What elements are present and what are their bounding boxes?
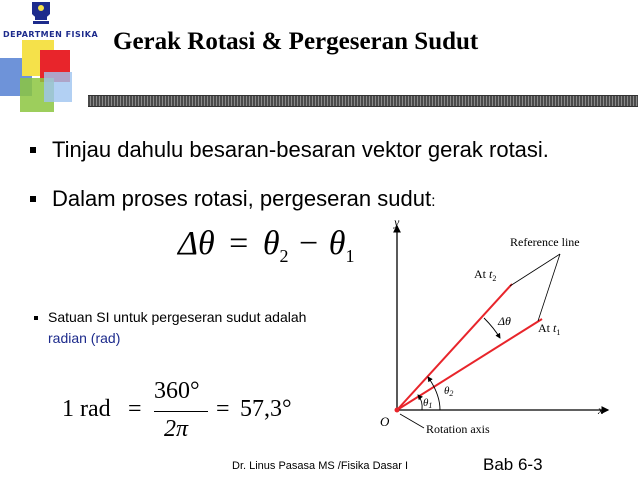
y-axis-label: y [394, 215, 400, 229]
bullet-text-2 [52, 186, 436, 212]
bullet-text-2-colon: : [431, 193, 436, 210]
eq1-theta-2: θ [262, 225, 280, 262]
reference-line-label: Reference line [510, 235, 580, 249]
eq1-lhs: Δθ [178, 225, 215, 262]
sub-bullet-line-1: Satuan SI untuk pergeseran sudut adalah [48, 309, 307, 325]
eq1-minus: − [299, 225, 319, 262]
theta2-label: θ2 [444, 385, 454, 398]
equation-rad [62, 378, 342, 448]
eq1-theta-1: θ [328, 225, 346, 262]
page-number: Bab 6-3 [483, 455, 543, 474]
department-label: DEPARTMEN FISIKA [3, 30, 99, 39]
eq2-denominator: 2π [164, 416, 189, 442]
bullet-marker [30, 147, 36, 153]
bullet-text-2-main: Dalam proses rotasi, pergeseran sudut [52, 186, 432, 211]
at-t1-label: At $t_1$ [538, 321, 561, 337]
eq1-equals: = [229, 225, 249, 262]
slide-title: Gerak Rotasi & Pergeseran Sudut [113, 28, 479, 55]
rotation-axis-label: Rotation axis [426, 422, 490, 436]
at-t2-label: At $t_2$ [474, 267, 497, 283]
footer-credit: Dr. Linus Pasasa MS /Fisika Dasar I [232, 460, 409, 472]
eq2-fraction-bar [154, 411, 208, 412]
eq1-sub-1: 1 [345, 245, 355, 266]
origin-point [395, 408, 400, 413]
eq1-sub-2: 2 [279, 245, 289, 266]
line-at-t2 [397, 284, 512, 410]
deco-square-lightblue [44, 72, 72, 102]
sub-bullet-line-2: radian (rad) [48, 330, 121, 346]
rotation-diagram [372, 214, 636, 442]
rotation-axis-pointer [400, 414, 424, 428]
x-axis-label: x [598, 403, 604, 417]
bullet-text-1: Tinjau dahulu besaran-besaran vektor gerak rotasi. [52, 137, 549, 162]
logo-decoration [0, 0, 100, 130]
origin-label: O [380, 414, 390, 429]
eq2-result: 57,3° [240, 396, 292, 422]
delta-theta-label: Δθ [498, 314, 511, 328]
eq2-equals-1: = [128, 396, 142, 422]
bullet-marker [30, 196, 36, 202]
eq2-numerator: 360° [154, 378, 200, 404]
reference-pointer-2 [538, 254, 560, 321]
title-divider [88, 95, 638, 107]
reference-pointer-1 [510, 254, 560, 286]
university-seal-icon [32, 2, 50, 24]
eq2-lhs: 1 rad [62, 396, 111, 422]
theta1-label: θ1 [423, 397, 433, 410]
sub-bullet-marker [34, 316, 38, 320]
eq2-equals-2: = [216, 396, 230, 422]
equation-delta-theta [178, 225, 354, 267]
